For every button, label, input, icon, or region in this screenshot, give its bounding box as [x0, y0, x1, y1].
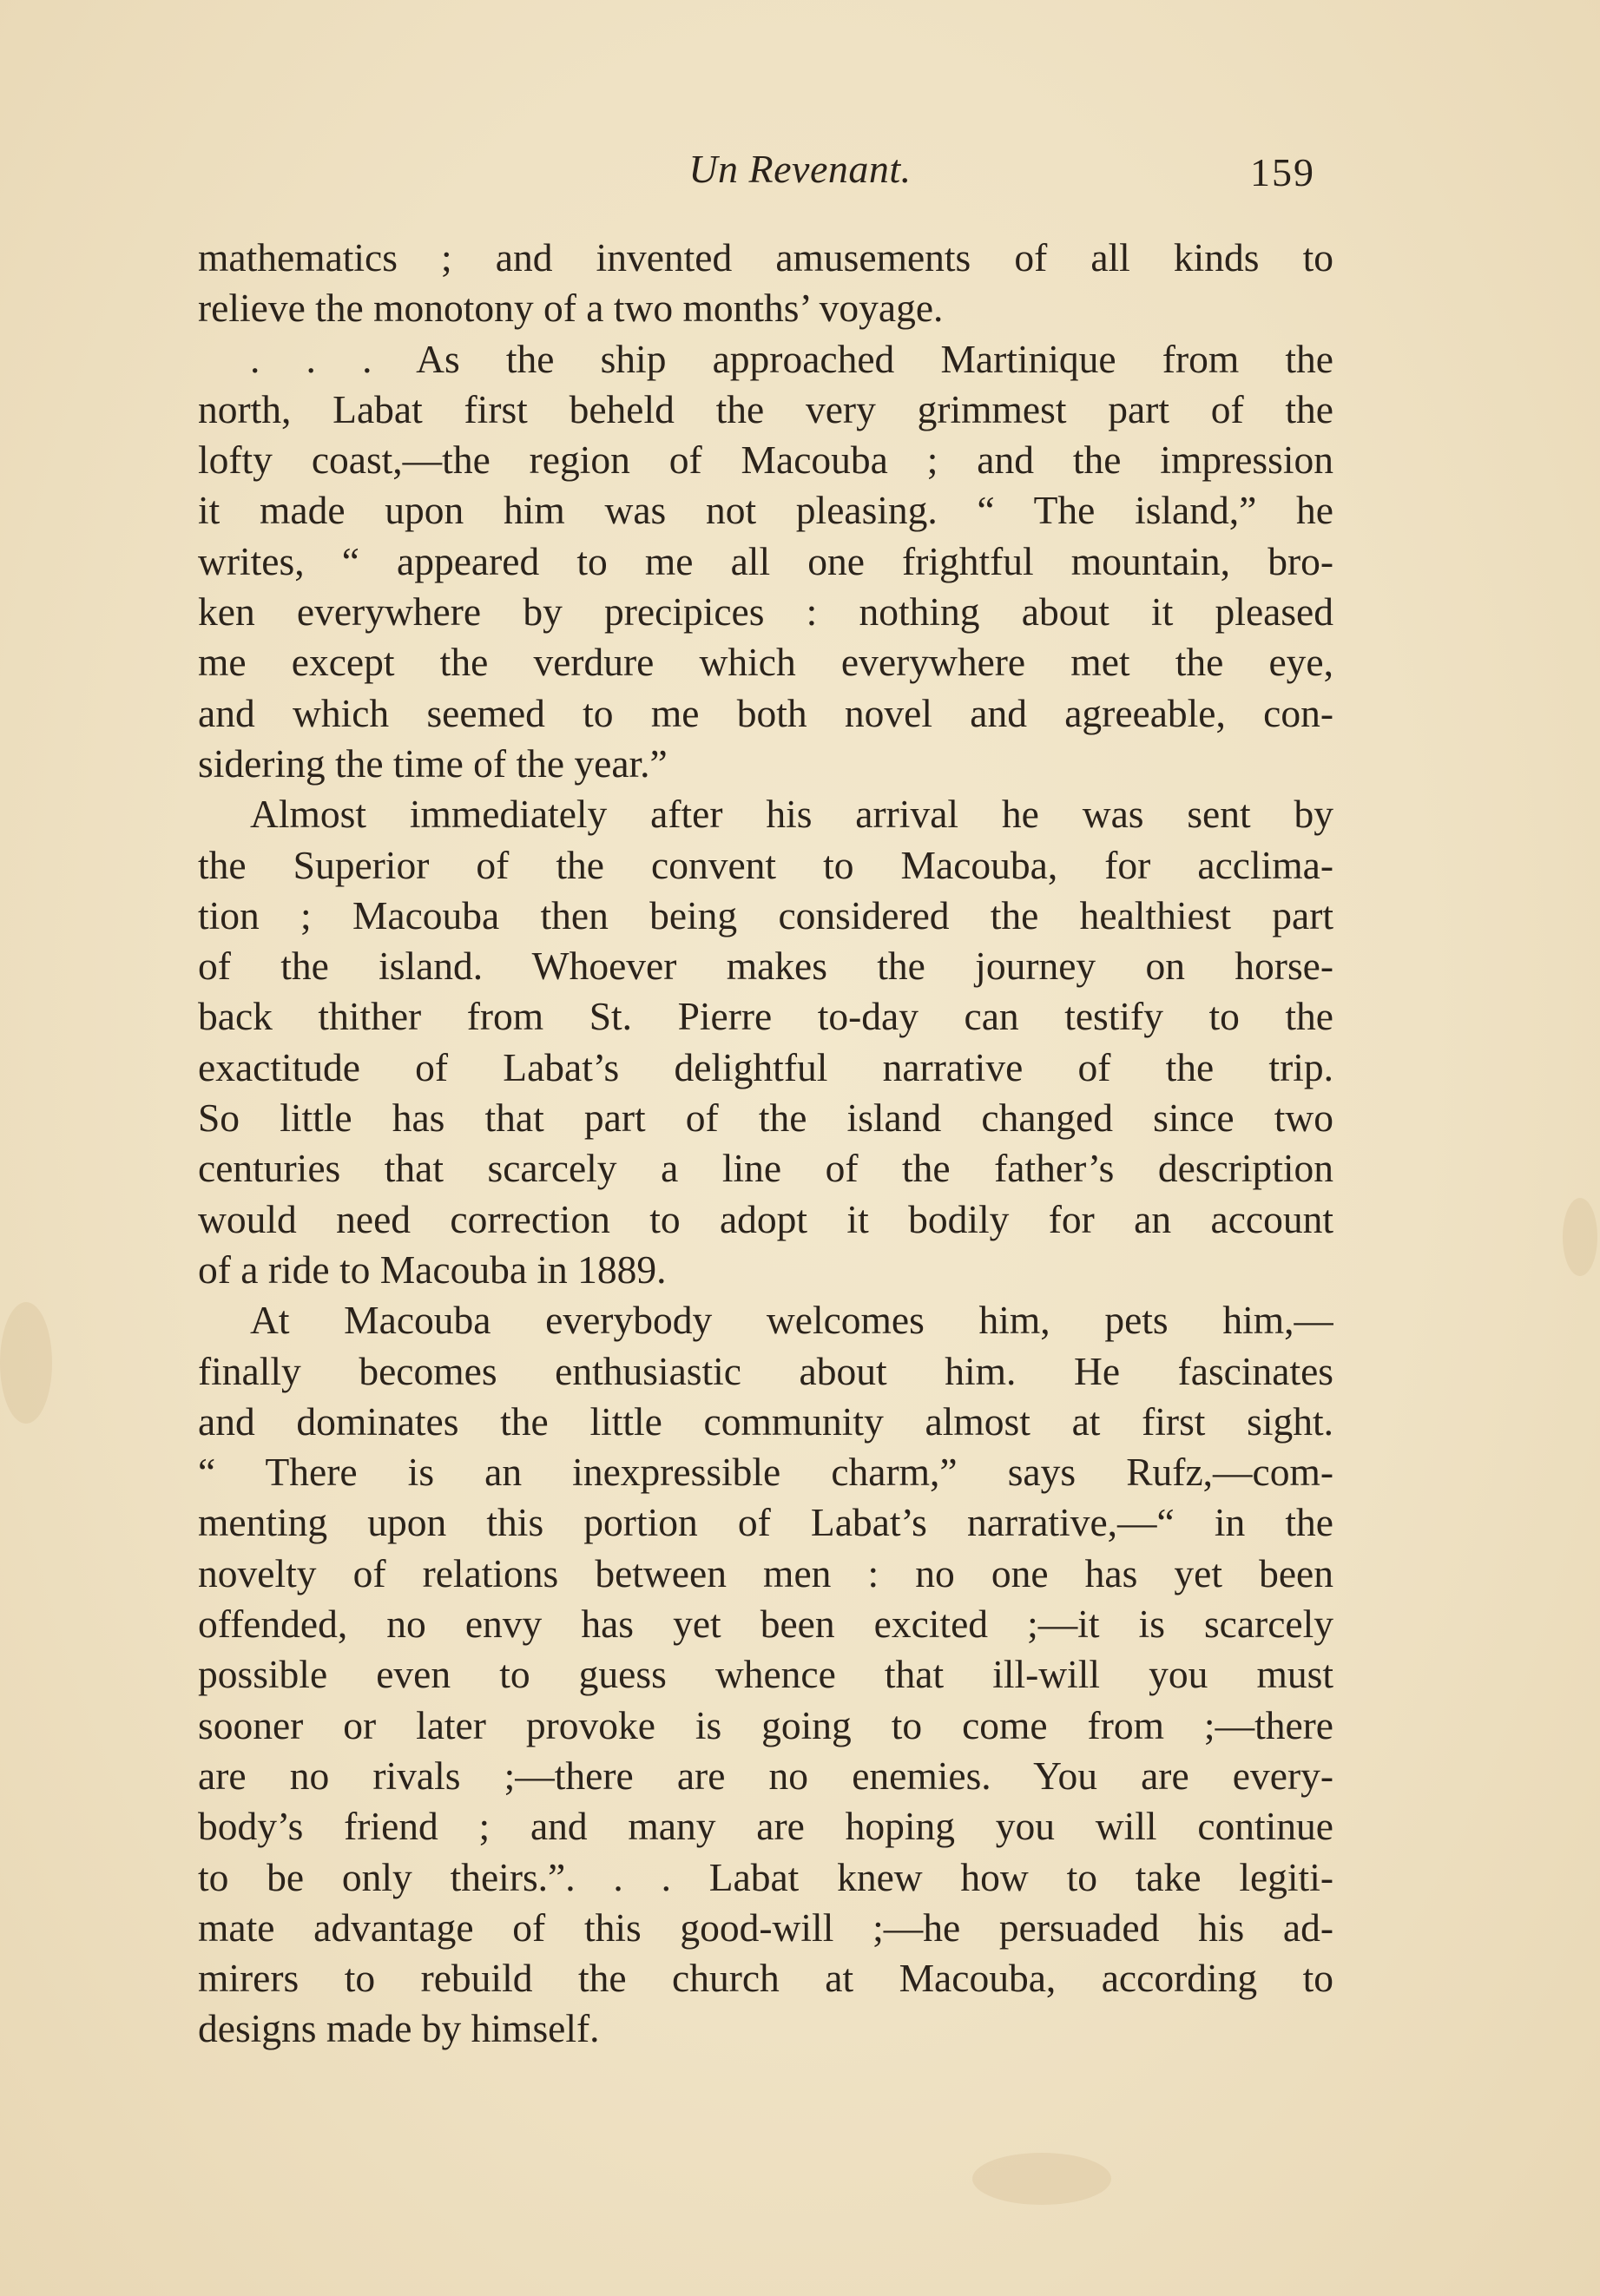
- text-line: sooner or later provoke is going to come from ;—there: [198, 1702, 1333, 1747]
- text-line: menting upon this portion of Labat’s narrative,—“ in the: [198, 1500, 1333, 1545]
- page-number: 159: [1250, 150, 1315, 194]
- text-line: relieve the monotony of a two months’ voyage.: [198, 286, 944, 331]
- text-line: Almost immediately after his arrival he was sent by: [250, 792, 1333, 837]
- text-line: and dominates the little community almost at first sight.: [198, 1398, 1333, 1444]
- text-line: novelty of relations between men : no one has yet been: [198, 1550, 1333, 1595]
- text-line: to be only theirs.”. . . Labat knew how to take legiti-: [198, 1854, 1333, 1899]
- text-line: writes, “ appeared to me all one frightful mountain, bro-: [198, 538, 1333, 583]
- text-line: body’s friend ; and many are hoping you will continue: [198, 1804, 1333, 1849]
- text-line: So little has that part of the island changed since two: [198, 1095, 1333, 1141]
- text-line: possible even to guess whence that ill-will you must: [198, 1652, 1333, 1697]
- text-line: centuries that scarcely a line of the father’s description: [198, 1146, 1333, 1191]
- text-line: designs made by himself.: [198, 2006, 600, 2051]
- text-line: sidering the time of the year.”: [198, 740, 668, 786]
- text-line: lofty coast,—the region of Macouba ; and the impression: [198, 437, 1333, 483]
- text-line: are no rivals ;—there are no enemies. You are every-: [198, 1753, 1333, 1798]
- text-line: of the island. Whoever makes the journey on horse-: [198, 944, 1333, 989]
- text-line: exactitude of Labat’s delightful narrative of the trip.: [198, 1044, 1333, 1089]
- text-line: . . . As the ship approached Martinique from the: [250, 336, 1333, 381]
- text-line: mathematics ; and invented amusements of all kinds to: [198, 235, 1333, 280]
- text-line: tion ; Macouba then being considered the healthiest part: [198, 892, 1333, 937]
- paper-stain: [1563, 1198, 1597, 1276]
- paper-stain: [0, 1302, 52, 1424]
- text-line: ken everywhere by precipices : nothing about it pleased: [198, 589, 1333, 635]
- text-line: At Macouba everybody welcomes him, pets him,—: [250, 1298, 1333, 1343]
- text-line: mate advantage of this good-will ;—he persuaded his ad-: [198, 1905, 1333, 1950]
- text-line: would need correction to adopt it bodily for an account: [198, 1196, 1333, 1241]
- page-header: [0, 130, 1600, 200]
- text-line: it made upon him was not pleasing. “ The island,” he: [198, 488, 1333, 533]
- body-text: [198, 233, 1333, 2055]
- text-line: back thither from St. Pierre to-day can testify to the: [198, 994, 1333, 1039]
- text-line: “ There is an inexpressible charm,” says Rufz,—com-: [198, 1450, 1333, 1495]
- text-line: offended, no envy has yet been excited ;—it is scarcely: [198, 1602, 1333, 1647]
- running-title: Un Revenant.: [688, 147, 912, 191]
- text-line: me except the verdure which everywhere met the eye,: [198, 640, 1333, 685]
- text-line: mirers to rebuild the church at Macouba, according to: [198, 1956, 1333, 2001]
- text-line: and which seemed to me both novel and agreeable, con-: [198, 690, 1333, 735]
- text-line: north, Labat first beheld the very grimmest part of the: [198, 386, 1333, 431]
- paper-stain: [972, 2153, 1111, 2205]
- text-line: finally becomes enthusiastic about him. He fascinates: [198, 1348, 1333, 1393]
- text-line: the Superior of the convent to Macouba, for acclima-: [198, 842, 1333, 887]
- text-line: of a ride to Macouba in 1889.: [198, 1247, 667, 1292]
